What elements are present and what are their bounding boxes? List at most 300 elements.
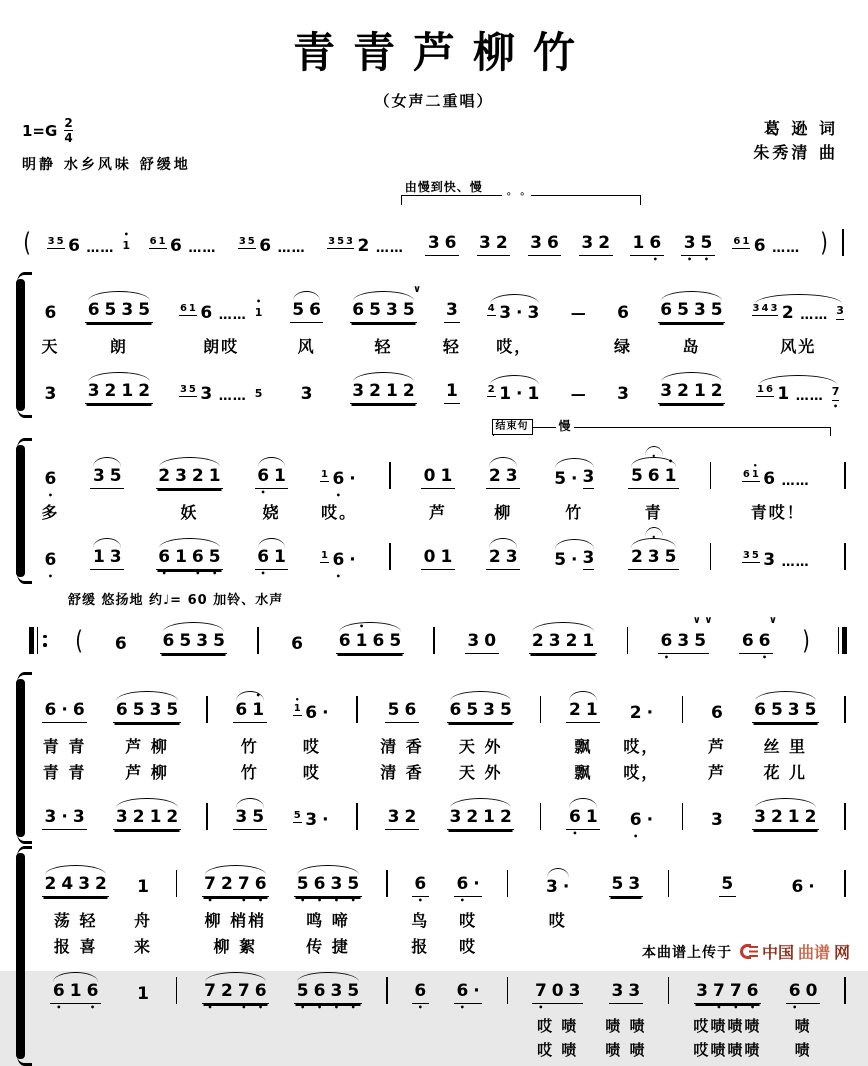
note-group — [298, 384, 315, 404]
note-group — [90, 466, 124, 489]
note-group — [566, 807, 600, 839]
note: 6 — [647, 466, 660, 487]
note-column — [409, 851, 432, 1061]
beam-group — [298, 384, 315, 404]
voice1-cell — [174, 851, 180, 906]
note: 1 — [777, 384, 790, 405]
note-column — [739, 443, 817, 579]
beam-group — [198, 303, 215, 323]
note: · — [473, 981, 480, 1002]
note-group — [529, 631, 596, 654]
octave-dot-low-icon: • — [792, 1003, 798, 1013]
note-column — [87, 443, 127, 579]
note: 2 — [568, 700, 581, 721]
voice2-cell — [290, 784, 334, 839]
note-group — [615, 303, 632, 323]
note-group — [752, 303, 845, 323]
beam-group — [412, 874, 429, 906]
note-group — [627, 810, 655, 842]
note: 3 — [115, 807, 128, 828]
note: 3 — [742, 550, 750, 562]
note: 5 — [132, 700, 145, 721]
octave-dot-low-icon: • — [316, 896, 323, 906]
barline — [384, 870, 390, 897]
note: 5 — [554, 550, 567, 571]
beam-group — [202, 874, 269, 906]
sub-lyric-cell: 啧 啧 — [605, 1040, 647, 1059]
note-column — [441, 277, 464, 413]
voice1-cell — [842, 677, 848, 732]
footer-upload-text: 本曲谱上传于 — [641, 944, 732, 961]
beam-group — [90, 466, 124, 489]
voice2-cell — [612, 358, 635, 413]
beam-group — [779, 303, 796, 323]
note-column — [74, 608, 84, 663]
beam-group — [66, 236, 83, 256]
beam-group — [156, 547, 223, 579]
note-group — [568, 384, 588, 404]
beam-group — [112, 634, 129, 654]
barline — [204, 696, 210, 723]
barline-thin — [842, 229, 844, 256]
tail-note — [254, 387, 264, 401]
voice1-cell — [431, 608, 437, 663]
note: 3 — [87, 381, 100, 402]
note-column — [462, 608, 502, 663]
octave-dot-low-icon: • — [687, 255, 693, 265]
intro-note-cell — [44, 210, 134, 265]
voice1-cell — [565, 277, 591, 332]
barline — [28, 627, 50, 654]
system-row — [16, 443, 852, 582]
voice2-cell — [132, 958, 155, 1013]
note-group — [135, 877, 152, 897]
note: 1 — [121, 381, 134, 402]
voice2-cell — [354, 784, 360, 839]
note-group — [156, 547, 223, 579]
voice1-cell — [483, 443, 523, 498]
tempo-marking: 舒缓 悠扬地 约♩= 60 加铃、水声 — [68, 593, 284, 609]
bar-column — [840, 210, 846, 265]
system-s3 — [16, 419, 852, 582]
barline-thin — [176, 870, 178, 897]
voice2-cell — [409, 958, 432, 1013]
beam-group — [752, 700, 819, 723]
lyric-cell: 清 香 — [380, 762, 424, 782]
beam-group — [385, 807, 419, 830]
lyric-cell: 哎 — [302, 762, 321, 782]
barline-thin — [838, 627, 840, 654]
voice2-cell — [347, 358, 420, 413]
note-group — [532, 981, 583, 1013]
paren-mark: ) — [819, 228, 828, 259]
note-group — [454, 981, 482, 1013]
note-column — [655, 277, 728, 413]
note-column — [627, 210, 667, 265]
note-group — [465, 631, 499, 654]
note: 1 — [440, 466, 453, 487]
note-column — [474, 210, 514, 265]
note: · — [322, 810, 329, 831]
beam-group — [627, 810, 655, 842]
beam-group — [786, 981, 820, 1013]
barline-thin — [433, 627, 435, 654]
intro-line — [16, 178, 852, 265]
note-column — [529, 851, 586, 1061]
note: 3 — [78, 874, 91, 895]
note: 6 — [259, 236, 272, 257]
note-column — [706, 677, 729, 839]
note: 3 — [711, 810, 723, 831]
fermata-dot-icon: • — [651, 452, 657, 462]
note-column — [549, 443, 600, 579]
note: 3 — [581, 233, 594, 254]
note: 5 — [554, 469, 567, 490]
voice2-cell — [708, 524, 714, 579]
voice1-cell — [441, 277, 464, 332]
note: 3 — [328, 236, 336, 248]
note: 4 — [761, 303, 769, 315]
note: 1 — [92, 547, 105, 568]
note: 6 • — [313, 874, 326, 906]
note: 2 — [565, 631, 578, 652]
note: 2 — [191, 466, 204, 487]
note: 5 — [179, 631, 192, 652]
voice1-cell — [291, 851, 364, 906]
beam-group — [709, 703, 726, 723]
note-column — [347, 277, 420, 413]
note-column — [157, 608, 230, 663]
barline-thin — [682, 803, 684, 830]
barline-thin — [540, 803, 542, 830]
voice1-cell — [749, 677, 822, 732]
beam-group — [294, 874, 361, 906]
voice2-cell — [39, 784, 90, 839]
lyric-cell: 报 — [411, 936, 430, 956]
bar-column — [836, 608, 848, 663]
voice2-cell — [706, 784, 729, 839]
note: 1 — [440, 547, 453, 568]
barline-thin — [668, 977, 670, 1004]
note-column — [625, 443, 682, 579]
note-group — [47, 230, 131, 257]
barline — [666, 870, 672, 897]
note-group — [552, 467, 597, 489]
note: 6 • — [568, 807, 581, 839]
note: · — [516, 384, 523, 405]
voice1-cell — [606, 851, 646, 906]
note: 5 • — [296, 874, 309, 906]
note: 3 — [836, 304, 844, 320]
bar-column — [708, 443, 714, 579]
note: 1 — [69, 981, 82, 1002]
note: 5 — [138, 300, 151, 321]
octave-dot-low-icon: • — [241, 896, 247, 906]
voice1-cell — [39, 277, 62, 332]
beam-group — [579, 233, 613, 256]
bar-column — [680, 677, 686, 839]
voice2-cell — [384, 958, 390, 1013]
beam-group — [202, 981, 269, 1013]
beam-group — [566, 807, 600, 839]
note: · — [322, 703, 329, 724]
note-column — [451, 851, 485, 1061]
barline-thin — [386, 870, 388, 897]
voice1-cell — [625, 608, 631, 663]
note: 6 • — [758, 631, 771, 663]
note-group — [42, 469, 59, 501]
barline-thin — [844, 870, 846, 897]
system-columns — [35, 277, 852, 413]
octave-dot-low-icon: • — [538, 1003, 544, 1013]
tempo-mood-text: 明静 水乡风味 舒缓地 — [22, 157, 191, 174]
voice1-cell — [39, 851, 112, 906]
note-group — [289, 634, 306, 654]
intro-note-cell — [729, 210, 807, 265]
voice2-cell — [39, 358, 62, 413]
lyric-cell: 轻 — [442, 336, 461, 356]
lyric-cell: 芦 — [428, 502, 447, 522]
voice2-cell — [549, 524, 600, 579]
octave-dot-low-icon: • — [703, 255, 710, 265]
beam-group — [447, 807, 514, 830]
song-title: 青青芦柳竹 — [292, 28, 593, 77]
beam-group — [255, 547, 289, 579]
octave-dot-low-icon: • — [833, 402, 839, 412]
grace-notes — [756, 384, 774, 397]
beam-group — [609, 981, 643, 1004]
voice2-cell — [382, 784, 422, 839]
barline-thin — [257, 627, 259, 654]
tail-note — [835, 304, 845, 320]
note: 3 — [530, 233, 543, 254]
breath-mark-icon: ∨ — [413, 284, 422, 296]
note: 3 — [44, 807, 57, 828]
lyric-cell: 飘 — [574, 736, 593, 756]
voice2-cell — [39, 524, 62, 582]
note: 6 — [115, 700, 128, 721]
barline — [708, 543, 714, 570]
sub-lyric-cell: 哎啧啧啧 — [693, 1016, 762, 1035]
note: 5 — [254, 387, 263, 401]
barline-thin — [844, 696, 846, 723]
note: 1 — [137, 984, 149, 1005]
octave-dot-low-icon: • — [459, 896, 465, 906]
note-column — [146, 210, 224, 265]
lyric-cell: 芦 — [707, 762, 726, 782]
tail-note — [254, 297, 264, 320]
beam-group — [113, 807, 180, 830]
meter-denominator: 4 — [64, 130, 73, 145]
lyric-cell: 飘 — [574, 762, 593, 782]
note: 6 — [338, 631, 351, 652]
beam-group — [290, 300, 324, 323]
note: 5 — [252, 807, 265, 828]
voice1-cell — [736, 608, 776, 663]
voice1-cell — [444, 677, 517, 732]
voice1-cell — [255, 608, 261, 663]
lyric-cell: 荡 轻 — [53, 910, 98, 930]
intro-note-cell — [627, 210, 667, 265]
voice2-cell — [317, 524, 361, 582]
barline-thin — [37, 627, 39, 654]
note-group — [719, 874, 736, 897]
note-column — [749, 277, 848, 413]
note-column — [333, 608, 406, 663]
note-column — [287, 277, 327, 413]
lyric-cell: 青哎！ — [750, 502, 805, 522]
intro-notes-row — [16, 210, 852, 265]
note: 3 — [763, 550, 776, 571]
note: 3 — [787, 700, 800, 721]
continuation-dots: …… — [277, 240, 306, 256]
voice1-cell — [354, 677, 360, 732]
octave-dot-high-icon: • — [667, 457, 674, 467]
grace-notes — [320, 469, 329, 482]
note: 6 • — [746, 981, 759, 1013]
note: 2 — [487, 384, 495, 396]
bar-column — [255, 608, 261, 663]
note: 6 — [733, 236, 741, 248]
note: 6 — [753, 236, 766, 257]
barline — [431, 627, 437, 654]
note: — — [570, 304, 586, 323]
note: 1 — [188, 303, 196, 315]
intro-note-cell — [678, 210, 718, 265]
voice2-cell — [606, 958, 646, 1013]
octave-dot-low-icon: • — [350, 1003, 356, 1013]
octave-dot-low-icon: • — [335, 572, 341, 582]
beam-group — [85, 381, 152, 404]
voice1-cell — [384, 851, 390, 906]
note: 6 • — [158, 547, 171, 579]
voice2-cell — [666, 958, 672, 1013]
lyric-cell: 清 香 — [380, 736, 424, 756]
grace-notes — [179, 303, 197, 316]
lyricist-credit: 葛 逊 词 — [763, 119, 838, 138]
note-column — [39, 277, 62, 413]
note: 5 — [694, 631, 707, 652]
note: 1 • — [293, 696, 301, 715]
barline-thin — [844, 543, 846, 570]
note: 6 • — [86, 981, 99, 1013]
beam-group — [719, 874, 736, 897]
voice2-cell — [749, 784, 822, 839]
system-row — [16, 277, 852, 413]
octave-dot-low-icon: • — [716, 1003, 722, 1013]
note-group — [42, 700, 87, 723]
barline-thin — [206, 803, 208, 830]
note: 3 • — [330, 874, 343, 906]
note-group — [350, 381, 417, 404]
lyric-cell: 柳 絮 — [213, 936, 258, 956]
note: 5 — [387, 700, 400, 721]
lyric-cell: 来 — [134, 936, 153, 956]
note-group — [412, 981, 429, 1013]
note-group — [486, 466, 520, 489]
beam-group — [532, 981, 583, 1013]
lyric-cell: 报 喜 — [53, 936, 98, 956]
note: 1 — [787, 807, 800, 828]
voice2-cell — [842, 784, 848, 839]
note-group — [658, 300, 725, 323]
note-group — [112, 634, 129, 654]
beam-group — [412, 981, 429, 1013]
note: 6 • — [660, 631, 673, 663]
note: 1 — [742, 236, 750, 248]
beam-group — [477, 233, 511, 256]
note-column — [484, 277, 545, 413]
barline — [354, 696, 360, 723]
note-group — [179, 297, 263, 324]
continuation-dots: …… — [772, 240, 801, 256]
barline — [387, 462, 393, 489]
voice1-cell — [549, 443, 600, 498]
note-group — [739, 615, 777, 663]
note-column — [483, 443, 523, 579]
note: 3 — [693, 300, 706, 321]
note: 6 • — [191, 547, 204, 579]
note: 3 — [196, 631, 209, 652]
note: 3 — [582, 467, 595, 488]
paren-mark: ) — [802, 626, 810, 657]
note-column — [324, 210, 411, 265]
continuation-dots: …… — [795, 388, 824, 404]
voice1-cell — [82, 277, 155, 332]
barline-thin — [356, 803, 358, 830]
note: 1 — [632, 233, 645, 254]
grace-notes — [487, 384, 496, 397]
note-group — [290, 300, 324, 323]
note: 3 — [505, 466, 518, 487]
note-column — [39, 677, 90, 839]
beam-group — [628, 457, 679, 489]
beam-group — [42, 303, 59, 323]
voice2-cell — [174, 958, 180, 1013]
system-brace — [16, 445, 25, 577]
tail-note — [831, 385, 841, 412]
note: 6 — [170, 236, 182, 257]
note-group — [202, 981, 269, 1013]
barline-thin — [682, 696, 684, 723]
note-group — [233, 807, 267, 830]
note: 6 — [763, 469, 776, 490]
voice1-cell — [199, 851, 272, 906]
note: 2 — [781, 303, 794, 324]
note: 6 — [404, 700, 417, 721]
voice1-cell — [451, 851, 485, 906]
barline-thin — [627, 627, 629, 654]
note-group — [85, 300, 152, 323]
octave-dot-low-icon: • — [733, 1003, 739, 1013]
note: 6 • — [254, 981, 267, 1013]
bar-column — [538, 677, 544, 839]
note: 5 — [104, 300, 117, 321]
sub-lyric-cell: 哎啧啧啧 — [693, 1040, 762, 1059]
grace-notes — [179, 384, 197, 397]
note-group — [732, 236, 804, 256]
score-meta — [16, 117, 852, 174]
note-group — [350, 284, 422, 323]
paren-mark: ( — [75, 626, 84, 657]
beam-group — [751, 236, 768, 256]
intro-note-cell — [146, 210, 224, 265]
voice1-cell — [563, 677, 603, 732]
voice1-cell — [87, 443, 127, 498]
beam-group — [454, 981, 482, 1013]
lyric-cell: 哎 — [459, 910, 478, 930]
note: 5 — [166, 700, 179, 721]
